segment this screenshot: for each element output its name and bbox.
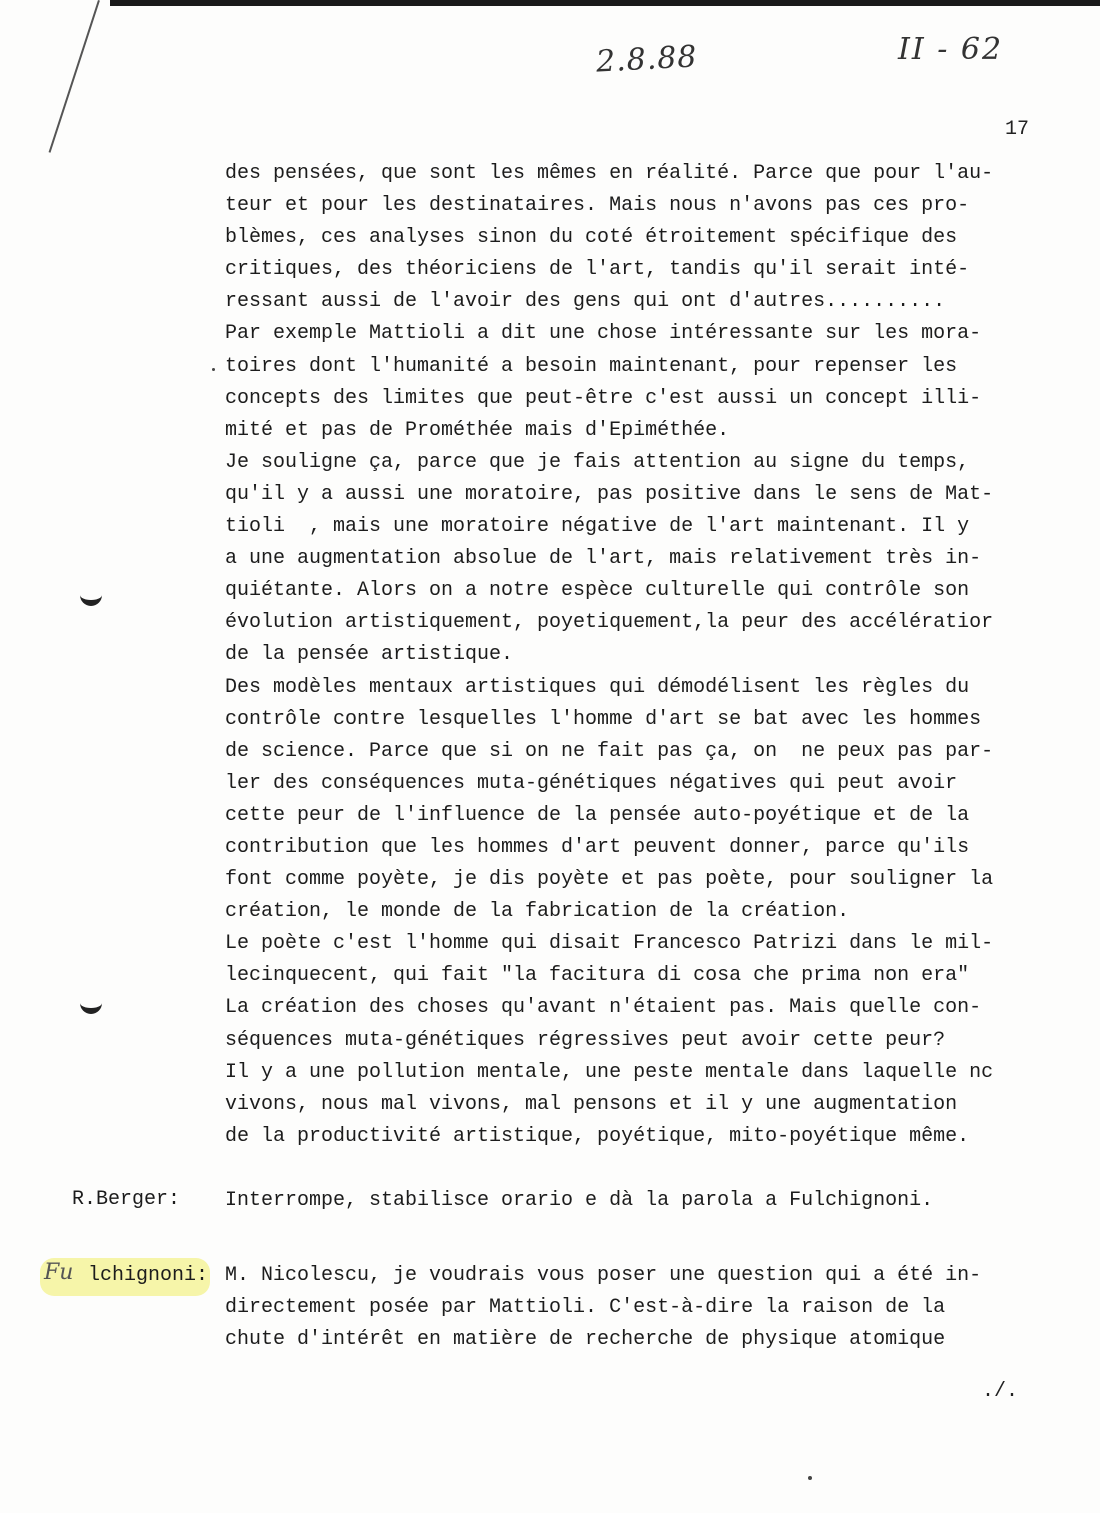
text-line: La création des choses qu'avant n'étaient pas. Mais quelle con- — [225, 996, 982, 1020]
text-line: a une augmentation absolue de l'art, mais relativement très in- — [225, 547, 982, 571]
text-line: évolution artistiquement, poyetiquement,la peur des accélératior — [225, 611, 994, 635]
text-line: ler des conséquences muta-génétiques négatives qui peut avoir — [225, 771, 958, 795]
speech-fulchignoni — [225, 1260, 1065, 1356]
text-line: des pensées, que sont les mêmes en réalité. Parce que pour l'au- — [225, 162, 994, 185]
continuation-mark: ./. — [982, 1380, 1019, 1403]
speaker-label-fulchignoni: lchignoni: — [88, 1264, 209, 1287]
text-line: contribution que les hommes d'art peuvent donner, parce qu'ils — [225, 835, 970, 859]
scan-top-border — [110, 0, 1100, 6]
scan-edge-line — [49, 0, 100, 153]
text-line: de la productivité artistique, poyétique, mito-poyétique même. — [225, 1124, 970, 1148]
text-line: de science. Parce que si on ne fait pas ça, on ne peux pas par- — [225, 739, 994, 763]
text-line: qu'il y a aussi une moratoire, pas positive dans le sens de Mat- — [225, 482, 994, 506]
text-line: Je souligne ça, parce que je fais attention au signe du temps, — [225, 450, 970, 474]
text-line: mité et pas de Prométhée mais d'Epiméthée. — [225, 418, 730, 442]
text-line: M. Nicolescu, je voudrais vous poser une question qui a été in- — [225, 1264, 982, 1287]
handwritten-speaker-prefix: Fu — [44, 1260, 74, 1285]
text-line: blèmes, ces analyses sinon du coté étroitement spécifique des — [225, 226, 958, 250]
text-line: quiétante. Alors on a notre espèce culturelle qui contrôle son — [225, 579, 970, 603]
text-line: vivons, nous mal vivons, mal pensons et il y une augmentation — [225, 1092, 958, 1116]
text-line: concepts des limites que peut-être c'est aussi un concept illi- — [225, 386, 982, 410]
text-line: Par exemple Mattioli a dit une chose intéressante sur les mora- — [225, 322, 982, 346]
page-number: 17 — [1005, 118, 1030, 141]
text-line: font comme poyète, je dis poyète et pas poète, pour souligner la — [225, 868, 994, 892]
text-line: lecinquecent, qui fait "la facitura di cosa che prima non era" — [225, 964, 970, 988]
speaker-label-berger: R.Berger: — [72, 1188, 181, 1211]
punch-hole-mark — [80, 588, 102, 606]
speech-berger — [225, 1185, 1065, 1217]
text-line: Interrompe, stabilisce orario e dà la parola a Fulchignoni. — [225, 1189, 934, 1212]
handwritten-reference: II - 62 — [898, 32, 1004, 67]
scan-speck — [808, 1476, 812, 1480]
handwritten-date: 2.8.88 — [595, 39, 699, 80]
text-line: cette peur de l'influence de la pensée auto-poyétique et de la — [225, 803, 970, 827]
text-line: Il y a une pollution mentale, une peste mentale dans laquelle nc — [225, 1060, 994, 1084]
text-line: création, le monde de la fabrication de la création. — [225, 900, 850, 924]
text-line: critiques, des théoriciens de l'art, tandis qu'il serait inté- — [225, 258, 970, 282]
scan-speck — [212, 368, 215, 371]
text-line: Le poète c'est l'homme qui disait Francesco Patrizi dans le mil- — [225, 932, 994, 956]
text-line: Des modèles mentaux artistiques qui démodélisent les règles du — [225, 675, 970, 699]
punch-hole-mark — [80, 996, 102, 1014]
text-line: contrôle contre lesquelles l'homme d'art se bat avec les hommes — [225, 707, 982, 731]
text-line: tioli , mais une moratoire négative de l'art maintenant. Il y — [225, 515, 970, 539]
text-line: toires dont l'humanité a besoin maintenant, pour repenser les — [225, 354, 958, 378]
text-line: directement posée par Mattioli. C'est-à-dire la raison de la — [225, 1296, 946, 1319]
transcript-paragraph — [225, 158, 1065, 1153]
text-line: séquences muta-génétiques régressives peut avoir cette peur? — [225, 1028, 946, 1052]
text-line: de la pensée artistique. — [225, 643, 514, 667]
text-line: teur et pour les destinataires. Mais nous n'avons pas ces pro- — [225, 194, 970, 218]
text-line: chute d'intérêt en matière de recherche de physique atomique — [225, 1328, 946, 1351]
text-line: ressant aussi de l'avoir des gens qui ont d'autres.......... — [225, 290, 946, 314]
